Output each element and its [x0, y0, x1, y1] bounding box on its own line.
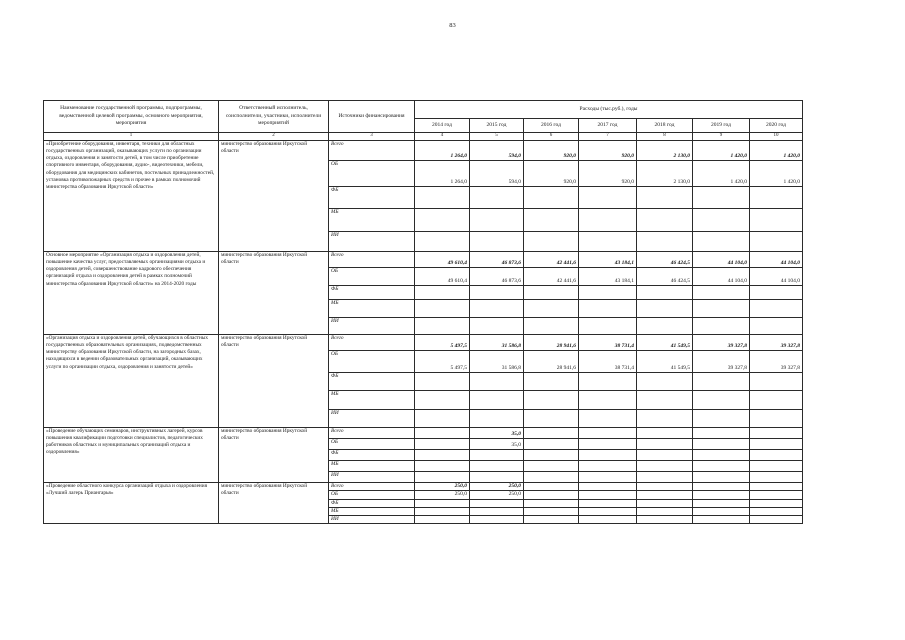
- expense-value: [524, 232, 579, 252]
- col-number: 10: [750, 133, 803, 141]
- expense-value: 46 873,6: [470, 252, 524, 268]
- funding-source: МБ: [329, 391, 415, 410]
- expense-value: [693, 391, 750, 410]
- col-number: 1: [44, 133, 219, 141]
- funding-source: ОБ: [329, 268, 415, 286]
- expense-value: 5 497,5: [415, 351, 470, 373]
- header-year: 2017 год: [579, 119, 637, 133]
- expense-value: 250,0: [470, 483, 524, 491]
- expense-value: [524, 450, 579, 461]
- funding-source: ИИ: [329, 318, 415, 335]
- expense-value: [524, 472, 579, 483]
- expense-value: [750, 209, 803, 232]
- expense-value: [693, 450, 750, 461]
- expense-value: 39 327,8: [750, 335, 803, 351]
- expense-value: [415, 461, 470, 472]
- expense-value: [637, 516, 693, 524]
- expense-value: [524, 286, 579, 300]
- expense-value: [579, 318, 637, 335]
- expense-value: [470, 450, 524, 461]
- measure-name: «Проведение областного конкурса организаций отдыха и оздоровления «Лучший лагерь Приангарья»: [44, 483, 219, 524]
- expense-value: [524, 300, 579, 318]
- expense-value: [579, 450, 637, 461]
- expense-value: 1 420,0: [750, 141, 803, 161]
- header-year: 2015 год: [470, 119, 524, 133]
- expense-value: 39 327,8: [750, 351, 803, 373]
- expense-value: [524, 461, 579, 472]
- expense-value: [470, 209, 524, 232]
- expense-value: [415, 300, 470, 318]
- expense-value: [693, 461, 750, 472]
- col-number: 3: [329, 133, 415, 141]
- expense-value: 5 497,5: [415, 335, 470, 351]
- expense-value: [470, 300, 524, 318]
- expense-value: [470, 499, 524, 507]
- expense-value: 49 610,4: [415, 268, 470, 286]
- expense-value: 594,0: [470, 161, 524, 187]
- expense-value: 42 441,6: [524, 268, 579, 286]
- header-year: 2018 год: [637, 119, 693, 133]
- expense-value: [579, 461, 637, 472]
- table-row: [44, 483, 803, 491]
- expense-value: [524, 439, 579, 450]
- expense-value: 250,0: [415, 483, 470, 491]
- expense-value: [637, 187, 693, 209]
- expense-value: [470, 516, 524, 524]
- expense-value: [415, 232, 470, 252]
- funding-source: ИИ: [329, 516, 415, 524]
- funding-source: ИИ: [329, 410, 415, 428]
- expense-value: [693, 373, 750, 391]
- expense-value: 1 264,0: [415, 141, 470, 161]
- col-number: 8: [637, 133, 693, 141]
- expense-value: [750, 410, 803, 428]
- funding-source: ФБ: [329, 373, 415, 391]
- funding-source: МБ: [329, 507, 415, 515]
- expense-value: [750, 232, 803, 252]
- expense-value: 46 873,6: [470, 268, 524, 286]
- expense-value: [637, 428, 693, 439]
- expense-value: [750, 499, 803, 507]
- funding-source: ФБ: [329, 450, 415, 461]
- expense-value: [637, 491, 693, 499]
- funding-source: ФБ: [329, 499, 415, 507]
- expense-value: 31 586,8: [470, 351, 524, 373]
- funding-source: Всего: [329, 335, 415, 351]
- expense-value: [524, 499, 579, 507]
- expense-value: [693, 491, 750, 499]
- expense-value: [693, 428, 750, 439]
- expense-value: 44 104,0: [750, 252, 803, 268]
- table-row: [44, 141, 803, 161]
- expense-value: [637, 373, 693, 391]
- expense-value: 250,0: [415, 491, 470, 499]
- col-number: 4: [415, 133, 470, 141]
- expense-value: [750, 318, 803, 335]
- page-number: 83: [449, 22, 456, 29]
- expense-value: [415, 472, 470, 483]
- header-source: Источники финансирования: [329, 101, 415, 133]
- responsible-executor: министерство образования Иркутской области: [219, 252, 329, 335]
- expense-value: 35,0: [470, 428, 524, 439]
- expense-value: [470, 507, 524, 515]
- table-row: [44, 335, 803, 351]
- measure-name: «Проведение обучающих семинаров, инструктивных лагерей, курсов повышения квалификации подготовки специалистов, педагогических работников областных и муниципальных организаций отдыха и оздоровления»: [44, 428, 219, 483]
- expense-value: [524, 318, 579, 335]
- col-number: 5: [470, 133, 524, 141]
- expense-value: 2 130,0: [637, 141, 693, 161]
- expense-value: [579, 232, 637, 252]
- expense-value: 39 327,8: [693, 351, 750, 373]
- expense-value: [415, 439, 470, 450]
- expense-value: [579, 472, 637, 483]
- expense-value: [524, 483, 579, 491]
- expense-value: [415, 516, 470, 524]
- expense-value: 28 941,6: [524, 351, 579, 373]
- expense-value: [693, 499, 750, 507]
- expense-value: [637, 507, 693, 515]
- expense-value: [693, 300, 750, 318]
- expense-value: [637, 300, 693, 318]
- measure-name: Основное мероприятие «Организация отдыха и оздоровления детей, повышение качества услуг, предоставляемых организациями отдыха и оздоровления детей, совершенствование кадрового обеспечения организаций отдыха и оздоровления детей в рамках полномочий министерства образования Иркутской области» на 2014-2020 годы: [44, 252, 219, 335]
- expense-value: [750, 472, 803, 483]
- expense-value: [750, 483, 803, 491]
- expense-value: 41 549,5: [637, 335, 693, 351]
- funding-source: МБ: [329, 461, 415, 472]
- expense-value: [579, 187, 637, 209]
- expense-value: [750, 286, 803, 300]
- expense-value: [415, 499, 470, 507]
- expense-value: [693, 439, 750, 450]
- expense-value: 920,0: [579, 141, 637, 161]
- expense-value: [637, 450, 693, 461]
- column-number-row: [44, 133, 803, 141]
- funding-source: Всего: [329, 141, 415, 161]
- funding-source: МБ: [329, 300, 415, 318]
- expense-value: [524, 187, 579, 209]
- expense-value: [579, 428, 637, 439]
- expense-value: [579, 499, 637, 507]
- expense-value: [750, 300, 803, 318]
- responsible-executor: министерство образования Иркутской области: [219, 335, 329, 428]
- funding-source: ФБ: [329, 286, 415, 300]
- expense-value: 43 184,1: [579, 268, 637, 286]
- funding-source: Всего: [329, 252, 415, 268]
- expense-value: [637, 472, 693, 483]
- expense-value: 1 420,0: [750, 161, 803, 187]
- header-year: 2014 год: [415, 119, 470, 133]
- funding-source: МБ: [329, 209, 415, 232]
- expense-value: 44 104,0: [693, 268, 750, 286]
- expense-value: [579, 300, 637, 318]
- funding-source: ФБ: [329, 187, 415, 209]
- expense-value: 1 420,0: [693, 141, 750, 161]
- expense-value: [750, 491, 803, 499]
- expense-value: 920,0: [579, 161, 637, 187]
- expense-value: [637, 499, 693, 507]
- table-row: [44, 252, 803, 268]
- expense-value: [470, 410, 524, 428]
- expense-value: [579, 373, 637, 391]
- expense-value: [470, 318, 524, 335]
- expense-value: [579, 391, 637, 410]
- expense-value: [693, 209, 750, 232]
- expense-value: [750, 507, 803, 515]
- expense-value: 920,0: [524, 161, 579, 187]
- header-row: [44, 101, 803, 119]
- expense-value: [637, 410, 693, 428]
- expense-value: [415, 428, 470, 439]
- expense-value: 594,0: [470, 141, 524, 161]
- header-year: 2019 год: [693, 119, 750, 133]
- expense-value: [579, 516, 637, 524]
- header-expense: Расходы (тыс.руб.), годы: [415, 101, 803, 119]
- funding-source: ОБ: [329, 491, 415, 499]
- expense-value: [415, 286, 470, 300]
- expense-value: [750, 450, 803, 461]
- expense-value: [524, 516, 579, 524]
- expense-value: [524, 428, 579, 439]
- col-number: 2: [219, 133, 329, 141]
- expense-value: [750, 187, 803, 209]
- expense-value: [524, 391, 579, 410]
- expense-value: 35,0: [470, 439, 524, 450]
- col-number: 6: [524, 133, 579, 141]
- expense-value: [693, 410, 750, 428]
- expense-value: [750, 461, 803, 472]
- funding-source: Всего: [329, 428, 415, 439]
- expense-value: [415, 318, 470, 335]
- expense-value: [470, 472, 524, 483]
- funding-source: ОБ: [329, 351, 415, 373]
- financing-table: [43, 100, 803, 524]
- expense-value: [415, 450, 470, 461]
- expense-value: [637, 209, 693, 232]
- expense-value: [637, 439, 693, 450]
- expense-value: [637, 232, 693, 252]
- measure-name: «Приобретение оборудования, инвентаря, техники для областных государственных организаций, оказывающих услуги по организации отдыха, оздоровления и занятости детей, в том числе приобретение спортивного инвентаря, оборудования, аудио-, видеотехники, мебели, оборудования для медицинских кабинетов, постельных принадлежностей, установка противопожарных средств и прочее в рамках полномочий министерства образования Иркутской области»: [44, 141, 219, 252]
- expense-value: [470, 461, 524, 472]
- expense-value: [470, 286, 524, 300]
- expense-value: [579, 410, 637, 428]
- expense-value: [524, 373, 579, 391]
- expense-value: 28 941,6: [524, 335, 579, 351]
- expense-value: [470, 232, 524, 252]
- expense-value: [415, 507, 470, 515]
- expense-value: [637, 286, 693, 300]
- expense-value: [470, 373, 524, 391]
- expense-value: [637, 483, 693, 491]
- expense-value: 43 184,1: [579, 252, 637, 268]
- expense-value: [750, 428, 803, 439]
- expense-value: [524, 410, 579, 428]
- expense-value: [750, 439, 803, 450]
- expense-value: 46 424,5: [637, 252, 693, 268]
- expense-value: 41 549,5: [637, 351, 693, 373]
- expense-value: [693, 507, 750, 515]
- expense-value: [415, 410, 470, 428]
- expense-value: [693, 286, 750, 300]
- header-name: Наименование государственной программы, подпрограммы, ведомственной целевой программы, основного мероприятия, мероприятия: [44, 101, 219, 133]
- expense-value: [693, 483, 750, 491]
- expense-value: 920,0: [524, 141, 579, 161]
- funding-source: Всего: [329, 483, 415, 491]
- expense-value: [470, 391, 524, 410]
- expense-value: [750, 373, 803, 391]
- expense-value: [750, 391, 803, 410]
- expense-value: [637, 318, 693, 335]
- expense-value: 44 104,0: [750, 268, 803, 286]
- measure-name: «Организация отдыха и оздоровления детей, обучающихся в областных государственных образовательных организациях, подведомственных министерству образования Иркутской области, на загородных базах, находящихся в ведении образовательных организаций, оказывающих услуги по организации отдыха, оздоровления и занятости детей»: [44, 335, 219, 428]
- expense-value: [524, 209, 579, 232]
- expense-value: [579, 507, 637, 515]
- col-number: 9: [693, 133, 750, 141]
- expense-value: [415, 391, 470, 410]
- expense-value: 44 104,0: [693, 252, 750, 268]
- expense-value: [524, 507, 579, 515]
- funding-source: ИИ: [329, 472, 415, 483]
- expense-value: [579, 209, 637, 232]
- expense-value: [693, 516, 750, 524]
- responsible-executor: министерство образования Иркутской области: [219, 428, 329, 483]
- funding-source: ОБ: [329, 439, 415, 450]
- expense-value: [415, 373, 470, 391]
- funding-source: ИИ: [329, 232, 415, 252]
- expense-value: 38 731,4: [579, 351, 637, 373]
- responsible-executor: министерство образования Иркутской области: [219, 483, 329, 524]
- expense-value: [415, 209, 470, 232]
- expense-value: [415, 187, 470, 209]
- expense-value: 39 327,8: [693, 335, 750, 351]
- header-year: 2020 год: [750, 119, 803, 133]
- expense-value: [524, 491, 579, 499]
- col-number: 7: [579, 133, 637, 141]
- header-responsible: Ответственный исполнитель, соисполнители, участники, исполнители мероприятий: [219, 101, 329, 133]
- expense-value: [470, 187, 524, 209]
- expense-value: 2 130,0: [637, 161, 693, 187]
- responsible-executor: министерство образования Иркутской области: [219, 141, 329, 252]
- table-row: [44, 428, 803, 439]
- expense-value: [579, 286, 637, 300]
- expense-value: [637, 461, 693, 472]
- expense-value: [750, 516, 803, 524]
- funding-source: ОБ: [329, 161, 415, 187]
- expense-value: 42 441,6: [524, 252, 579, 268]
- expense-value: 1 264,0: [415, 161, 470, 187]
- expense-value: 250,0: [470, 491, 524, 499]
- expense-value: [693, 232, 750, 252]
- expense-value: [693, 318, 750, 335]
- expense-value: 31 586,8: [470, 335, 524, 351]
- expense-value: [579, 439, 637, 450]
- header-year: 2016 год: [524, 119, 579, 133]
- expense-value: 1 420,0: [693, 161, 750, 187]
- expense-value: 49 610,4: [415, 252, 470, 268]
- expense-value: 46 424,5: [637, 268, 693, 286]
- expense-value: [637, 391, 693, 410]
- expense-value: [579, 491, 637, 499]
- expense-value: 38 731,4: [579, 335, 637, 351]
- expense-value: [579, 483, 637, 491]
- expense-value: [693, 472, 750, 483]
- expense-value: [693, 187, 750, 209]
